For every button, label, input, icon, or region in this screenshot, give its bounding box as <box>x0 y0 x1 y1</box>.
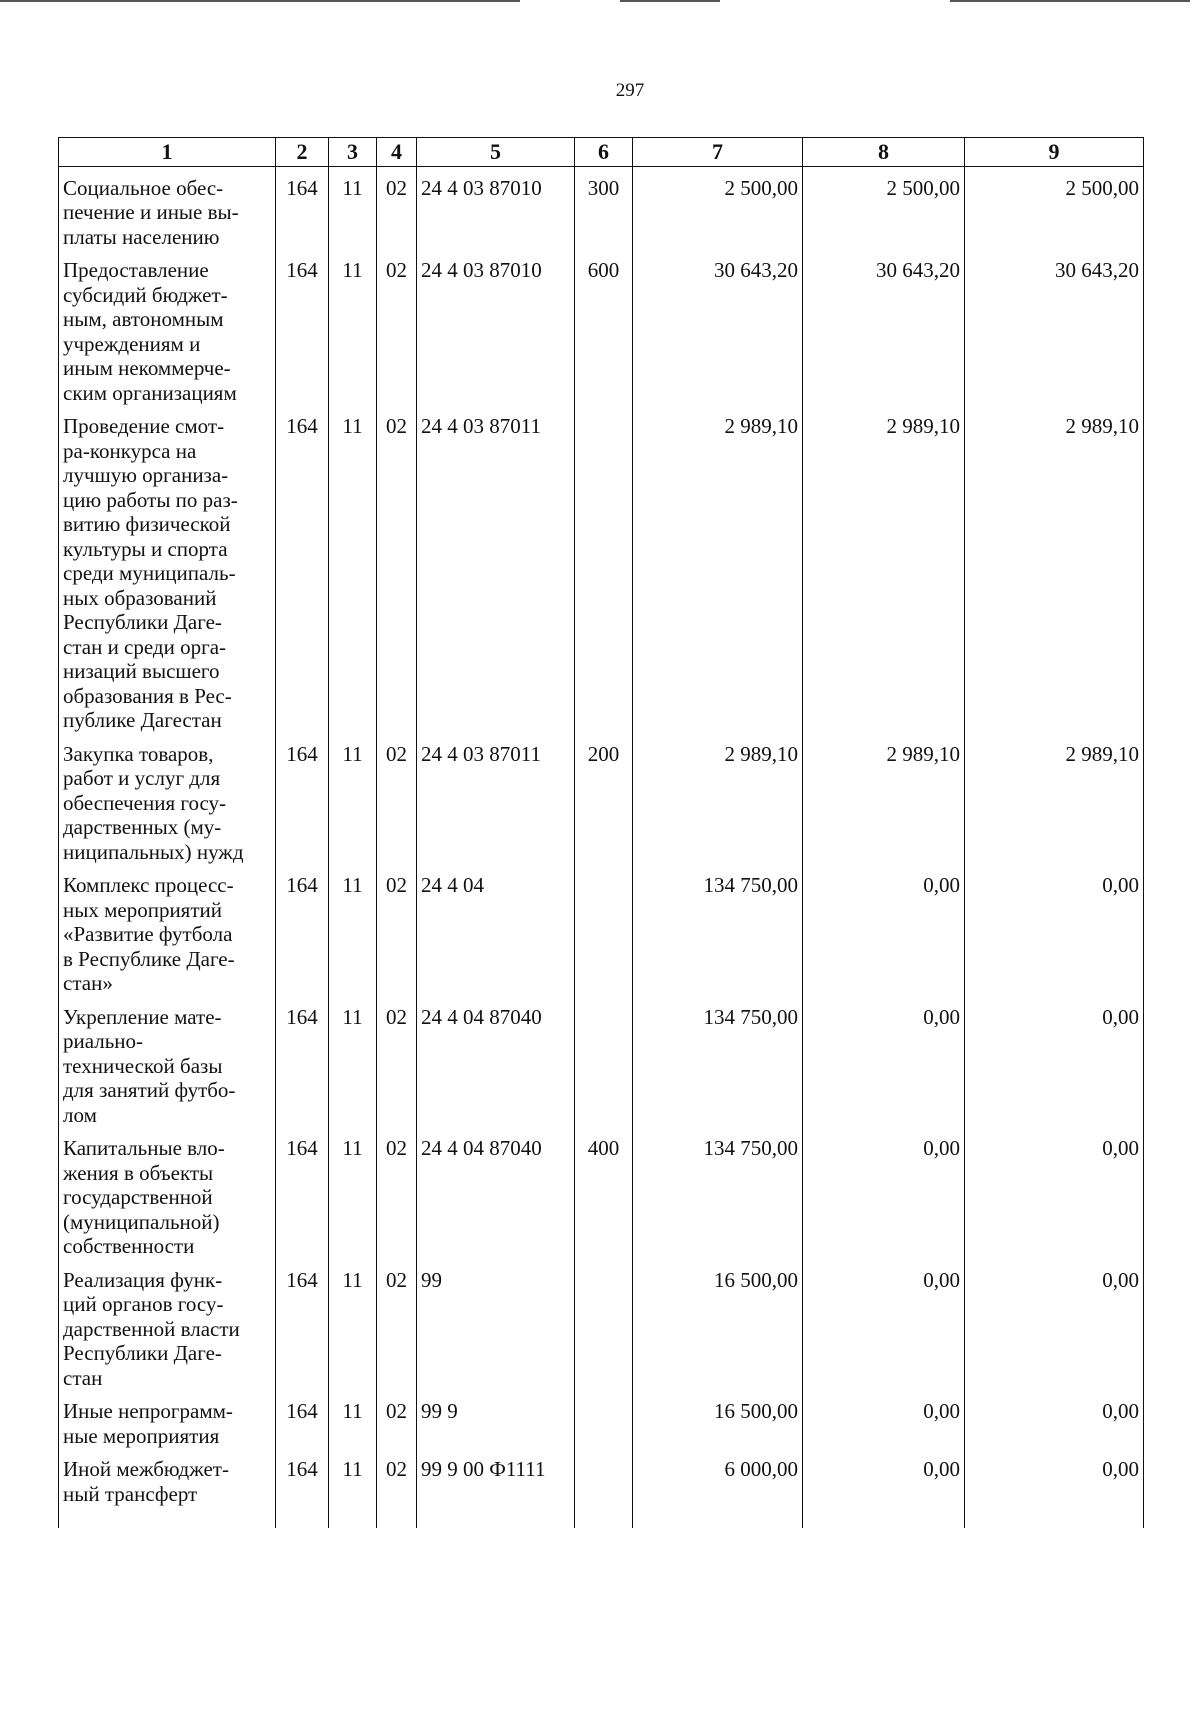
row-name-cell: Проведение смот- ра-конкурса на лучшую организа- цию работы по раз- витию физической культуры и спорта среди муниципаль- ных образований Республики Даге- стан и среди орга- низаций высшего образования в Рес- публике Дагестан <box>59 405 276 733</box>
row-name-cell: Иные непрограмм- ные мероприятия <box>59 1390 276 1448</box>
row-subsection-cell: 02 <box>377 864 417 996</box>
table-row <box>59 1448 1144 1528</box>
row-target-article-cell: 99 9 <box>417 1390 575 1448</box>
row-admin-code-cell: 164 <box>276 1127 329 1259</box>
scan-edge-line <box>620 0 720 2</box>
row-amount-col8-cell: 2 500,00 <box>803 166 965 249</box>
table-row <box>59 249 1144 405</box>
row-admin-code-cell: 164 <box>276 405 329 733</box>
row-admin-code-cell: 164 <box>276 733 329 865</box>
scan-edge-line <box>0 0 520 2</box>
row-target-article-cell: 24 4 03 87011 <box>417 405 575 733</box>
row-expense-type-cell <box>575 864 633 996</box>
row-amount-col7-cell: 2 989,10 <box>633 733 803 865</box>
header-cell: 1 <box>59 138 276 167</box>
row-expense-type-cell: 400 <box>575 1127 633 1259</box>
table-row <box>59 864 1144 996</box>
header-cell: 4 <box>377 138 417 167</box>
row-section-cell: 11 <box>329 1259 377 1391</box>
table-row <box>59 996 1144 1128</box>
row-amount-col8-cell: 0,00 <box>803 864 965 996</box>
row-expense-type-cell <box>575 405 633 733</box>
row-amount-col7-cell: 16 500,00 <box>633 1390 803 1448</box>
row-target-article-cell: 24 4 04 87040 <box>417 1127 575 1259</box>
row-section-cell: 11 <box>329 1390 377 1448</box>
header-cell: 9 <box>965 138 1144 167</box>
row-section-cell: 11 <box>329 1127 377 1259</box>
row-expense-type-cell <box>575 1259 633 1391</box>
row-target-article-cell: 24 4 03 87011 <box>417 733 575 865</box>
header-cell: 5 <box>417 138 575 167</box>
row-section-cell: 11 <box>329 864 377 996</box>
header-cell: 6 <box>575 138 633 167</box>
table-row <box>59 1127 1144 1259</box>
row-target-article-cell: 24 4 03 87010 <box>417 249 575 405</box>
row-name-cell: Реализация функ- ций органов госу- дарственной власти Республики Даге- стан <box>59 1259 276 1391</box>
header-cell: 3 <box>329 138 377 167</box>
row-amount-col8-cell: 2 989,10 <box>803 405 965 733</box>
row-amount-col7-cell: 134 750,00 <box>633 996 803 1128</box>
table-row <box>59 1390 1144 1448</box>
row-amount-col8-cell: 0,00 <box>803 1390 965 1448</box>
table-row <box>59 405 1144 733</box>
row-amount-col7-cell: 2 989,10 <box>633 405 803 733</box>
row-section-cell: 11 <box>329 733 377 865</box>
row-amount-col8-cell: 0,00 <box>803 1448 965 1528</box>
row-admin-code-cell: 164 <box>276 166 329 249</box>
row-subsection-cell: 02 <box>377 405 417 733</box>
row-subsection-cell: 02 <box>377 733 417 865</box>
row-section-cell: 11 <box>329 249 377 405</box>
row-name-cell: Предоставление субсидий бюджет- ным, автономным учреждениям и иным некоммерче- ским организациям <box>59 249 276 405</box>
row-amount-col8-cell: 30 643,20 <box>803 249 965 405</box>
row-target-article-cell: 99 9 00 Ф1111 <box>417 1448 575 1528</box>
row-admin-code-cell: 164 <box>276 1390 329 1448</box>
row-amount-col7-cell: 2 500,00 <box>633 166 803 249</box>
row-name-cell: Комплекс процесс- ных мероприятий «Развитие футбола в Республике Даге- стан» <box>59 864 276 996</box>
row-amount-col9-cell: 0,00 <box>965 1127 1144 1259</box>
row-subsection-cell: 02 <box>377 249 417 405</box>
row-amount-col7-cell: 16 500,00 <box>633 1259 803 1391</box>
row-amount-col8-cell: 0,00 <box>803 1127 965 1259</box>
row-name-cell: Капитальные вло- жения в объекты государственной (муниципальной) собственности <box>59 1127 276 1259</box>
row-expense-type-cell <box>575 1390 633 1448</box>
table-row <box>59 166 1144 249</box>
table-row <box>59 733 1144 865</box>
row-amount-col9-cell: 0,00 <box>965 864 1144 996</box>
row-expense-type-cell <box>575 996 633 1128</box>
row-amount-col9-cell: 0,00 <box>965 1448 1144 1528</box>
row-target-article-cell: 24 4 04 <box>417 864 575 996</box>
row-admin-code-cell: 164 <box>276 1448 329 1528</box>
row-admin-code-cell: 164 <box>276 864 329 996</box>
table-header-row <box>59 138 1144 167</box>
budget-table <box>58 137 1144 1528</box>
row-admin-code-cell: 164 <box>276 249 329 405</box>
row-target-article-cell: 24 4 03 87010 <box>417 166 575 249</box>
row-amount-col8-cell: 0,00 <box>803 996 965 1128</box>
row-amount-col9-cell: 2 989,10 <box>965 733 1144 865</box>
row-amount-col7-cell: 134 750,00 <box>633 1127 803 1259</box>
header-cell: 7 <box>633 138 803 167</box>
row-amount-col8-cell: 2 989,10 <box>803 733 965 865</box>
row-section-cell: 11 <box>329 166 377 249</box>
row-subsection-cell: 02 <box>377 1448 417 1528</box>
row-amount-col7-cell: 6 000,00 <box>633 1448 803 1528</box>
row-section-cell: 11 <box>329 996 377 1128</box>
row-subsection-cell: 02 <box>377 1259 417 1391</box>
page-number: 297 <box>615 80 645 101</box>
row-expense-type-cell: 300 <box>575 166 633 249</box>
row-name-cell: Закупка товаров, работ и услуг для обеспечения госу- дарственных (му- ниципальных) нужд <box>59 733 276 865</box>
row-target-article-cell: 99 <box>417 1259 575 1391</box>
row-amount-col9-cell: 0,00 <box>965 996 1144 1128</box>
scan-edge-line <box>950 0 1190 2</box>
table-row <box>59 1259 1144 1391</box>
row-expense-type-cell: 200 <box>575 733 633 865</box>
row-amount-col9-cell: 2 989,10 <box>965 405 1144 733</box>
row-name-cell: Иной межбюджет- ный трансферт <box>59 1448 276 1528</box>
row-section-cell: 11 <box>329 405 377 733</box>
header-cell: 8 <box>803 138 965 167</box>
row-amount-col9-cell: 30 643,20 <box>965 249 1144 405</box>
row-admin-code-cell: 164 <box>276 996 329 1128</box>
table-body <box>59 166 1144 1528</box>
row-subsection-cell: 02 <box>377 166 417 249</box>
row-amount-col8-cell: 0,00 <box>803 1259 965 1391</box>
row-subsection-cell: 02 <box>377 1127 417 1259</box>
header-cell: 2 <box>276 138 329 167</box>
row-amount-col7-cell: 134 750,00 <box>633 864 803 996</box>
row-amount-col9-cell: 0,00 <box>965 1390 1144 1448</box>
row-section-cell: 11 <box>329 1448 377 1528</box>
row-expense-type-cell: 600 <box>575 249 633 405</box>
row-amount-col9-cell: 2 500,00 <box>965 166 1144 249</box>
row-subsection-cell: 02 <box>377 996 417 1128</box>
row-name-cell: Укрепление мате- риально- технической базы для занятий футбо- лом <box>59 996 276 1128</box>
row-name-cell: Социальное обес- печение и иные вы- платы населению <box>59 166 276 249</box>
row-target-article-cell: 24 4 04 87040 <box>417 996 575 1128</box>
row-admin-code-cell: 164 <box>276 1259 329 1391</box>
row-expense-type-cell <box>575 1448 633 1528</box>
row-subsection-cell: 02 <box>377 1390 417 1448</box>
row-amount-col7-cell: 30 643,20 <box>633 249 803 405</box>
row-amount-col9-cell: 0,00 <box>965 1259 1144 1391</box>
